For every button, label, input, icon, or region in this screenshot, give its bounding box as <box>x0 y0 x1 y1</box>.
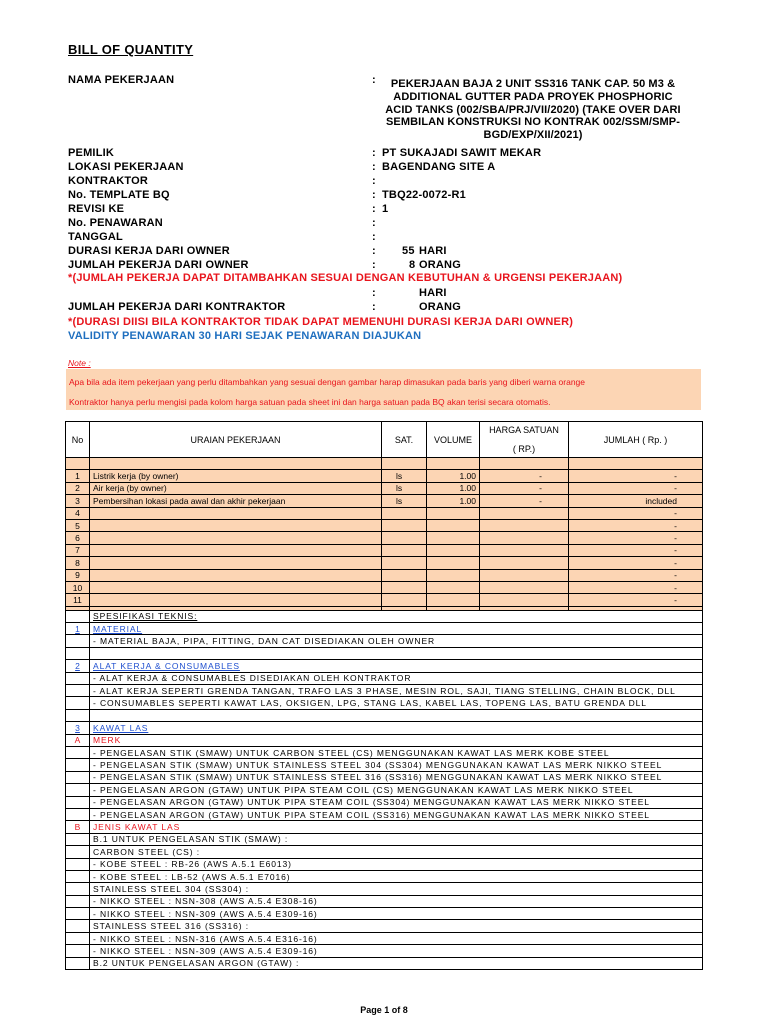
spec-text: - NIKKO STEEL : NSN-309 (AWS A.5.4 E309-16) <box>90 908 703 920</box>
cell-jumlah: - <box>569 569 703 581</box>
spec-no <box>66 635 90 647</box>
cell-sat <box>382 557 427 569</box>
value-template: TBQ22-0072-R1 <box>382 189 466 201</box>
label-kontraktor: KONTRAKTOR <box>68 175 149 187</box>
colon: : <box>372 301 376 313</box>
spec-text: - NIKKO STEEL : NSN-316 (AWS A.5.4 E316-16) <box>90 932 703 944</box>
cell-volume <box>427 581 480 593</box>
spec-no: 3 <box>66 722 90 734</box>
cell-no: 4 <box>66 507 90 519</box>
spec-row <box>66 623 703 635</box>
unit-durasi-owner: HARI <box>419 245 447 257</box>
cell-volume: 1.00 <box>427 482 480 494</box>
label-pemilik: PEMILIK <box>68 147 115 159</box>
spec-text: - ALAT KERJA & CONSUMABLES DISEDIAKAN OLEH KONTRAKTOR <box>90 672 703 684</box>
cell-jumlah: - <box>569 519 703 531</box>
colon: : <box>372 74 376 86</box>
colon: : <box>372 203 376 215</box>
spec-row <box>66 908 703 920</box>
spec-row <box>66 808 703 820</box>
cell-sat <box>382 594 427 606</box>
cell-volume <box>427 532 480 544</box>
page-number: Page 1 of 8 <box>360 1005 408 1015</box>
value-revisi: 1 <box>382 203 389 215</box>
colon: : <box>372 217 376 229</box>
spec-text: JENIS KAWAT LAS <box>90 821 703 833</box>
cell-uraian: Listrik kerja (by owner) <box>90 470 382 482</box>
spec-row <box>66 734 703 746</box>
spec-text: - NIKKO STEEL : NSN-309 (AWS A.5.4 E309-16) <box>90 945 703 957</box>
label-penawaran: No. PENAWARAN <box>68 217 163 229</box>
colon: : <box>372 231 376 243</box>
cell-harga[interactable] <box>480 544 569 556</box>
spec-no <box>66 833 90 845</box>
colon: : <box>372 161 376 173</box>
cell-jumlah: - <box>569 482 703 494</box>
spec-row <box>66 722 703 734</box>
spec-no <box>66 957 90 969</box>
value-durasi-owner: 55 <box>402 245 415 257</box>
cell-harga[interactable]: - <box>480 495 569 507</box>
spec-row <box>66 635 703 647</box>
validity-text: VALIDITY PENAWARAN 30 HARI SEJAK PENAWARAN DIAJUKAN <box>68 330 422 342</box>
spec-text: SPESIFIKASI TEKNIS: <box>90 610 703 622</box>
cell-jumlah: - <box>569 532 703 544</box>
label-pekerja-owner: JUMLAH PEKERJA DARI OWNER <box>68 259 249 271</box>
cell-harga[interactable] <box>480 569 569 581</box>
spec-row <box>66 895 703 907</box>
spec-text: - PENGELASAN STIK (SMAW) UNTUK STAINLESS STEEL 316 (SS316) MENGGUNAKAN KAWAT LAS MERK NIKKO STEEL <box>90 771 703 783</box>
spec-no: 2 <box>66 660 90 672</box>
spec-no <box>66 846 90 858</box>
spec-row <box>66 784 703 796</box>
cell-uraian <box>90 594 382 606</box>
cell-jumlah: - <box>569 544 703 556</box>
boq-table <box>65 421 703 970</box>
spec-text: - CONSUMABLES SEPERTI KAWAT LAS, OKSIGEN, LPG, STANG LAS, KABEL LAS, TOPENG LAS, BATU GRENDA DLL <box>90 697 703 709</box>
cell-volume: 1.00 <box>427 470 480 482</box>
spec-text: - PENGELASAN ARGON (GTAW) UNTUK PIPA STEAM COIL (CS) MENGGUNAKAN KAWAT LAS MERK NIKKO STEEL <box>90 784 703 796</box>
cell-harga[interactable]: - <box>480 482 569 494</box>
spec-row <box>66 685 703 697</box>
spec-row <box>66 610 703 622</box>
cell <box>90 458 382 470</box>
spec-text: - PENGELASAN STIK (SMAW) UNTUK STAINLESS STEEL 304 (SS304) MENGGUNAKAN KAWAT LAS MERK NIKKO STEEL <box>90 759 703 771</box>
table-row <box>66 544 703 556</box>
colon: : <box>372 259 376 271</box>
spec-text: KAWAT LAS <box>90 722 703 734</box>
colon: : <box>372 287 376 299</box>
note-durasi: *(DURASI DIISI BILA KONTRAKTOR TIDAK DAPAT MEMENUHI DURASI KERJA DARI OWNER) <box>68 316 574 328</box>
label-revisi: REVISI KE <box>68 203 125 215</box>
spec-no: 1 <box>66 623 90 635</box>
spec-text: ALAT KERJA & CONSUMABLES <box>90 660 703 672</box>
table-row-blank <box>66 458 703 470</box>
spec-row <box>66 660 703 672</box>
spec-text <box>90 647 703 659</box>
spec-text: - PENGELASAN STIK (SMAW) UNTUK CARBON STEEL (CS) MENGGUNAKAN KAWAT LAS MERK KOBE STEEL <box>90 746 703 758</box>
unit-pekerja-kontraktor: ORANG <box>419 301 461 313</box>
spec-no <box>66 697 90 709</box>
spec-row <box>66 746 703 758</box>
colon: : <box>372 189 376 201</box>
table-header <box>66 422 703 458</box>
cell-uraian <box>90 581 382 593</box>
table-row <box>66 470 703 482</box>
cell-uraian <box>90 544 382 556</box>
spec-row <box>66 833 703 845</box>
colon: : <box>372 245 376 257</box>
cell <box>427 458 480 470</box>
cell-jumlah: - <box>569 470 703 482</box>
cell-harga[interactable] <box>480 557 569 569</box>
spec-text: - PENGELASAN ARGON (GTAW) UNTUK PIPA STEAM COIL (SS316) MENGGUNAKAN KAWAT LAS MERK NIKKO STEEL <box>90 808 703 820</box>
spec-row <box>66 932 703 944</box>
label-template: No. TEMPLATE BQ <box>68 189 170 201</box>
colon: : <box>372 147 376 159</box>
spec-row <box>66 846 703 858</box>
spec-row <box>66 920 703 932</box>
spec-text: B.2 UNTUK PENGELASAN ARGON (GTAW) : <box>90 957 703 969</box>
document-title: BILL OF QUANTITY <box>68 42 194 57</box>
label-lokasi: LOKASI PEKERJAAN <box>68 161 184 173</box>
cell-no: 1 <box>66 470 90 482</box>
cell-uraian: Air kerja (by owner) <box>90 482 382 494</box>
spec-row <box>66 883 703 895</box>
cell-no: 10 <box>66 581 90 593</box>
spec-no <box>66 895 90 907</box>
cell <box>480 458 569 470</box>
cell-sat <box>382 569 427 581</box>
spec-no <box>66 759 90 771</box>
spec-no <box>66 685 90 697</box>
spec-text: - ALAT KERJA SEPERTI GRENDA TANGAN, TRAFO LAS 3 PHASE, MESIN ROL, SAJI, TIANG STELLING, CHAIN BLOCK, DLL <box>90 685 703 697</box>
spec-row <box>66 957 703 969</box>
spec-text: - KOBE STEEL : LB-52 (AWS A.5.1 E7016) <box>90 870 703 882</box>
cell-uraian <box>90 532 382 544</box>
value-lokasi: BAGENDANG SITE A <box>382 161 496 173</box>
spec-row <box>66 647 703 659</box>
cell <box>569 458 703 470</box>
spec-no <box>66 870 90 882</box>
table-row <box>66 482 703 494</box>
label-durasi-owner: DURASI KERJA DARI OWNER <box>68 245 230 257</box>
cell-volume <box>427 594 480 606</box>
value-pekerja-owner: 8 <box>409 259 416 271</box>
cell-harga[interactable] <box>480 507 569 519</box>
cell-sat <box>382 532 427 544</box>
spec-no <box>66 746 90 758</box>
table-row <box>66 557 703 569</box>
spec-row <box>66 821 703 833</box>
spec-no <box>66 808 90 820</box>
header-harga-unit: ( RP.) <box>512 444 536 454</box>
cell-volume <box>427 557 480 569</box>
table-row <box>66 532 703 544</box>
header-sat: SAT. <box>382 422 427 458</box>
spec-row <box>66 771 703 783</box>
spec-no <box>66 771 90 783</box>
spec-no <box>66 945 90 957</box>
note-label: Note : <box>68 358 91 368</box>
note-pekerja: *(JUMLAH PEKERJA DAPAT DITAMBAHKAN SESUAI DENGAN KEBUTUHAN & URGENSI PEKERJAAN) <box>68 272 623 284</box>
unit-pekerja-owner: ORANG <box>419 259 461 271</box>
spec-text: MERK <box>90 734 703 746</box>
cell-volume <box>427 519 480 531</box>
table-row <box>66 519 703 531</box>
spec-no <box>66 610 90 622</box>
header-harga <box>480 422 569 458</box>
spec-row <box>66 796 703 808</box>
cell-sat <box>382 544 427 556</box>
cell-sat: ls <box>382 470 427 482</box>
note-line-2: Kontraktor hanya perlu mengisi pada kolom harga satuan pada sheet ini dan harga satuan pada BQ akan terisi secara otomatis. <box>69 397 551 407</box>
cell-volume: 1.00 <box>427 495 480 507</box>
spec-no <box>66 784 90 796</box>
spec-row <box>66 858 703 870</box>
cell-no: 6 <box>66 532 90 544</box>
cell-uraian <box>90 569 382 581</box>
cell-harga[interactable] <box>480 581 569 593</box>
cell-harga[interactable] <box>480 594 569 606</box>
cell <box>66 458 90 470</box>
cell <box>382 458 427 470</box>
cell-jumlah: - <box>569 507 703 519</box>
spec-row <box>66 709 703 721</box>
cell-sat: ls <box>382 482 427 494</box>
spec-no <box>66 796 90 808</box>
header-volume: VOLUME <box>427 422 480 458</box>
spec-text: - NIKKO STEEL : NSN-308 (AWS A.5.4 E308-16) <box>90 895 703 907</box>
unit-durasi-kontraktor: HARI <box>419 287 447 299</box>
spec-text: - PENGELASAN ARGON (GTAW) UNTUK PIPA STEAM COIL (SS304) MENGGUNAKAN KAWAT LAS MERK NIKKO STEEL <box>90 796 703 808</box>
spec-no <box>66 647 90 659</box>
spec-no: A <box>66 734 90 746</box>
spec-no: B <box>66 821 90 833</box>
table-row <box>66 569 703 581</box>
header-harga-label: HARGA SATUAN <box>489 425 559 435</box>
cell-no: 2 <box>66 482 90 494</box>
header-jumlah: JUMLAH ( Rp. ) <box>569 422 703 458</box>
cell-jumlah: - <box>569 594 703 606</box>
cell-no: 3 <box>66 495 90 507</box>
cell-volume <box>427 544 480 556</box>
cell-no: 7 <box>66 544 90 556</box>
table-row <box>66 495 703 507</box>
cell-no: 11 <box>66 594 90 606</box>
table-row <box>66 507 703 519</box>
cell-volume <box>427 569 480 581</box>
cell-uraian <box>90 557 382 569</box>
spec-no <box>66 920 90 932</box>
spec-no <box>66 672 90 684</box>
cell-harga[interactable] <box>480 532 569 544</box>
cell-sat <box>382 507 427 519</box>
cell-volume <box>427 507 480 519</box>
spec-text: - KOBE STEEL : RB-26 (AWS A.5.1 E6013) <box>90 858 703 870</box>
cell-no: 8 <box>66 557 90 569</box>
cell-jumlah: included <box>569 495 703 507</box>
spec-no <box>66 932 90 944</box>
spec-no <box>66 908 90 920</box>
spec-text <box>90 709 703 721</box>
cell-uraian <box>90 507 382 519</box>
spec-text: - MATERIAL BAJA, PIPA, FITTING, DAN CAT DISEDIAKAN OLEH OWNER <box>90 635 703 647</box>
cell-no: 9 <box>66 569 90 581</box>
spec-text: CARBON STEEL (CS) : <box>90 846 703 858</box>
cell-no: 5 <box>66 519 90 531</box>
cell-uraian <box>90 519 382 531</box>
spec-row <box>66 870 703 882</box>
spec-no <box>66 883 90 895</box>
cell-sat: ls <box>382 495 427 507</box>
spec-row <box>66 697 703 709</box>
header-uraian: URAIAN PEKERJAAN <box>90 422 382 458</box>
cell-sat <box>382 519 427 531</box>
spec-text: B.1 UNTUK PENGELASAN STIK (SMAW) : <box>90 833 703 845</box>
cell-harga[interactable]: - <box>480 470 569 482</box>
spec-text: STAINLESS STEEL 316 (SS316) : <box>90 920 703 932</box>
spec-row <box>66 672 703 684</box>
spec-text: MATERIAL <box>90 623 703 635</box>
note-line-1: Apa bila ada item pekerjaan yang perlu ditambahkan yang sesuai dengan gambar harap dimasukan pada baris yang diberi warna orange <box>69 377 586 387</box>
spec-row <box>66 945 703 957</box>
colon: : <box>372 175 376 187</box>
cell-uraian: Pembersihan lokasi pada awal dan akhir pekerjaan <box>90 495 382 507</box>
cell-jumlah: - <box>569 557 703 569</box>
cell-sat <box>382 581 427 593</box>
value-pemilik: PT SUKAJADI SAWIT MEKAR <box>382 147 542 159</box>
table-row <box>66 594 703 606</box>
label-tanggal: TANGGAL <box>68 231 123 243</box>
value-nama-pekerjaan: PEKERJAAN BAJA 2 UNIT SS316 TANK CAP. 50 M3 & ADDITIONAL GUTTER PADA PROYEK PHOSPHORIC ACID TANKS (002/SBA/PRJ/VII/2020) (TAKE OVER DARI SEMBILAN KONSTRUKSI NO KONTRAK 002/SSM/SMP-BGD/EXP/XII/2021) <box>385 78 681 142</box>
label-nama-pekerjaan: NAMA PEKERJAAN <box>68 74 175 86</box>
cell-harga[interactable] <box>480 519 569 531</box>
label-pekerja-kontraktor: JUMLAH PEKERJA DARI KONTRAKTOR <box>68 301 286 313</box>
spec-no <box>66 709 90 721</box>
table-row <box>66 581 703 593</box>
spec-text: STAINLESS STEEL 304 (SS304) : <box>90 883 703 895</box>
header-no: No <box>66 422 90 458</box>
spec-no <box>66 858 90 870</box>
spec-row <box>66 759 703 771</box>
cell-jumlah: - <box>569 581 703 593</box>
